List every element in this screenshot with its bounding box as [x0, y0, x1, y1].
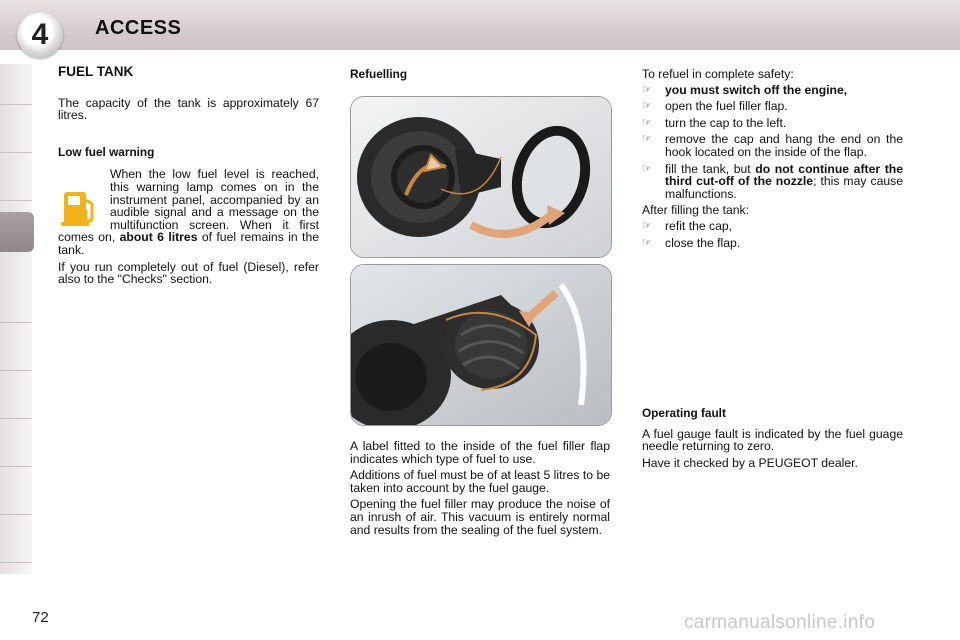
chapter-number: 4: [31, 18, 49, 51]
safety-steps-list: [642, 84, 903, 201]
step-text: remove the cap and hang the end on the hook located on the inside of the flap.: [665, 132, 903, 159]
step-text: ; this may cause malfunctions.: [665, 174, 903, 201]
list-item: [642, 237, 903, 250]
step-text: you must switch off the engine,: [665, 82, 848, 97]
list-item: [642, 100, 903, 113]
list-item: [642, 117, 903, 130]
chapter-number-badge: [17, 12, 63, 58]
tab-active-chapter[interactable]: [0, 212, 34, 252]
column-refuelling: [350, 68, 610, 85]
list-item: [642, 220, 903, 233]
pointing-hand-icon: ☞: [642, 133, 652, 146]
step-text: turn the cap to the left.: [665, 115, 787, 130]
safety-intro: To refuel in complete safety:: [642, 67, 794, 81]
column-fault: [642, 407, 903, 473]
label-paragraph: A label fitted to the inside of the fuel filler flap indicates which type of fuel to use.: [350, 439, 610, 466]
section-title: FUEL TANK: [58, 64, 134, 79]
pointing-hand-icon: ☞: [642, 236, 652, 249]
run-out-paragraph: If you run completely out of fuel (Diesel), refer also to the "Checks" section.: [58, 259, 319, 287]
watermark: carmanualsonline.info: [684, 612, 876, 633]
step-text: open the fuel filler flap.: [665, 99, 788, 114]
column-refuelling-text: [350, 440, 610, 540]
tab-divider: [0, 466, 32, 467]
vacuum-paragraph: Opening the fuel filler may produce the noise of an inrush of air. This vacuum is entirely normal and results from the sealing of the fuel system.: [350, 497, 610, 537]
pointing-hand-icon: ☞: [642, 116, 652, 129]
refuelling-heading: Refuelling: [350, 67, 408, 81]
fault-heading: Operating fault: [642, 406, 726, 420]
step-text: fill the tank, but: [665, 161, 751, 176]
dealer-paragraph: Have it checked by a PEUGEOT dealer.: [642, 455, 858, 470]
chapter-tabs: [0, 64, 32, 574]
chapter-title: ACCESS: [95, 17, 182, 39]
tab-divider: [0, 418, 32, 419]
chapter-header: [0, 0, 960, 50]
list-item: [642, 84, 903, 97]
additions-paragraph: Additions of fuel must be of at least 5 litres to be taken into account by the fuel gauge.: [350, 468, 610, 495]
column-safety: [642, 68, 903, 253]
tab-divider: [0, 152, 32, 153]
tab-divider: [0, 370, 32, 371]
low-fuel-heading: Low fuel warning: [58, 144, 155, 159]
fuel-filler-photo-open: [350, 96, 612, 258]
fuel-warning-icon: [58, 184, 98, 228]
tab-divider: [0, 514, 32, 515]
list-item: [642, 163, 903, 201]
tab-divider: [0, 104, 32, 105]
fuel-filler-photo-cap: [350, 264, 612, 426]
pointing-hand-icon: ☞: [642, 162, 652, 175]
capacity-paragraph: The capacity of the tank is approximately 67 litres.: [58, 95, 319, 123]
column-fuel-tank: [58, 66, 319, 290]
step-text-bold: do not continue after the third cut-off of the nozzle: [665, 161, 903, 189]
after-steps-list: [642, 220, 903, 249]
pointing-hand-icon: ☞: [642, 83, 652, 96]
tab-divider: [0, 200, 32, 201]
step-text: refit the cap,: [665, 218, 733, 233]
step-text: close the flap.: [665, 235, 741, 250]
pointing-hand-icon: ☞: [642, 219, 652, 232]
list-item: [642, 133, 903, 158]
page-number: 72: [32, 609, 49, 626]
tab-divider: [0, 562, 32, 563]
fault-paragraph: A fuel gauge fault is indicated by the fuel guage needle returning to zero.: [642, 426, 903, 454]
pointing-hand-icon: ☞: [642, 100, 652, 113]
low-fuel-text-bold: about 6 litres: [119, 230, 198, 245]
after-filling-intro: After filling the tank:: [642, 203, 750, 218]
tab-divider: [0, 322, 32, 323]
low-fuel-text-a: When the low fuel level is reached, this warning lamp comes on in the instrument panel, accompanied by an audible signal and a message on the multifunction screen. When it first comes on,: [58, 167, 319, 245]
low-fuel-text-b: of fuel remains in the tank.: [58, 230, 320, 257]
